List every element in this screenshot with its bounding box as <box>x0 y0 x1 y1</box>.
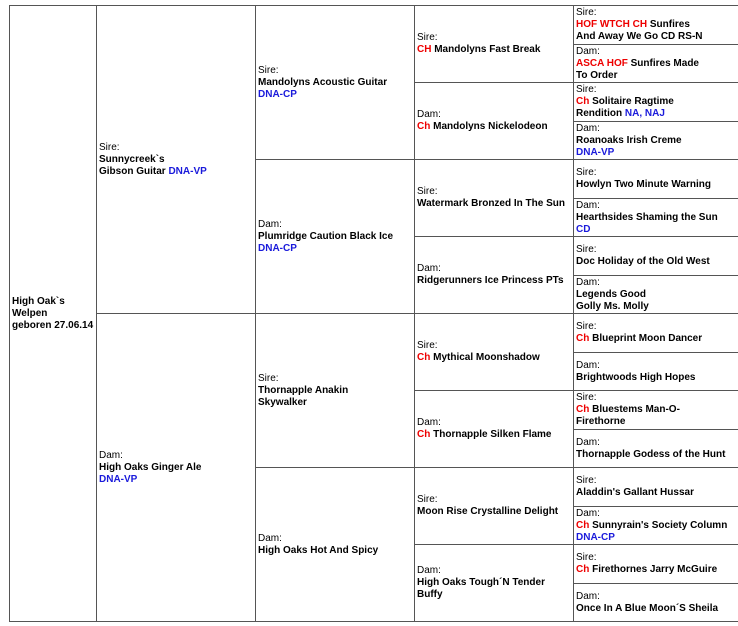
subject-line2: Welpen <box>12 307 48 319</box>
gen3-cell-1 <box>415 6 574 83</box>
role-label: Sire: <box>576 475 597 486</box>
sire-name-line1: Sunnycreek`s <box>99 153 165 165</box>
dam-sire-cell <box>256 314 415 468</box>
dna-badge: DNA-CP <box>258 242 297 254</box>
gen3-cell-6 <box>415 391 574 468</box>
role-label: Dam: <box>258 532 282 544</box>
role-label: Sire: <box>576 321 597 332</box>
ancestor-name-line2: And Away We Go CD RS-N <box>576 31 703 42</box>
ancestor-name: Mandolyns Nickelodeon <box>430 121 548 132</box>
ancestor-name: Thornapple Silken Flame <box>430 429 552 440</box>
gen4-cell-5 <box>574 160 738 199</box>
gen4-cell-11 <box>574 391 738 430</box>
ancestor-name: Brightwoods High Hopes <box>576 371 696 383</box>
ancestor-name: Doc Holiday of the Old West <box>576 256 710 267</box>
ancestor-name: Mandolyns Acoustic Guitar <box>258 76 388 88</box>
ancestor-name: Legends Good <box>576 288 646 300</box>
role-label: Dam: <box>417 263 441 274</box>
ancestor-name: Ridgerunners Ice Princess PTs <box>417 275 564 286</box>
role-label: Dam: <box>576 199 600 211</box>
ancestor-name: Sunnyrain's Society Column <box>589 519 728 531</box>
title-badge: Ch <box>576 519 590 531</box>
suffix-badge: CD <box>576 223 591 235</box>
gen3-cell-5 <box>415 314 574 391</box>
ancestor-name: Hearthsides Shaming the Sun <box>576 211 718 223</box>
role-label: Sire: <box>576 392 597 403</box>
title-badge: Ch <box>576 404 590 415</box>
role-label: Sire: <box>258 372 279 384</box>
role-label: Dam: <box>576 507 600 519</box>
ancestor-name-line2: To Order <box>576 69 618 81</box>
role-label: Sire: <box>417 340 438 351</box>
ancestor-name: Once In A Blue Moon´S Sheila <box>576 602 719 614</box>
ancestor-name: Aladdin's Gallant Hussar <box>576 487 694 498</box>
gen4-cell-7 <box>574 237 738 276</box>
ancestor-name: Roanoaks Irish Creme <box>576 134 682 146</box>
ancestor-name-line2: Skywalker <box>258 396 307 408</box>
gen4-cell-3 <box>574 83 738 122</box>
ancestor-name: High Oaks Tough´N Tender <box>417 577 545 588</box>
gen4-cell-13 <box>574 468 738 507</box>
gen4-cell-8 <box>574 276 738 314</box>
dna-badge: DNA-CP <box>576 531 615 543</box>
dam-name: High Oaks Ginger Ale <box>99 461 202 473</box>
pedigree-table <box>9 5 738 622</box>
ancestor-name-line2: Golly Ms. Molly <box>576 300 649 312</box>
gen4-cell-6 <box>574 199 738 237</box>
ancestor-name-line2: Firethorne <box>576 416 626 427</box>
role-label: Dam: <box>576 359 600 371</box>
gen4-cell-4 <box>574 122 738 160</box>
title-badge: Ch <box>417 429 431 440</box>
role-label: Sire: <box>417 32 438 43</box>
role-label: Sire: <box>417 494 438 505</box>
dna-badge: DNA-CP <box>258 88 297 100</box>
ancestor-name-line2: Buffy <box>417 589 443 600</box>
ancestor-name: Thornapple Anakin <box>258 384 349 396</box>
title-badge: CH <box>417 44 432 55</box>
role-label: Sire: <box>576 84 597 95</box>
gen3-cell-3 <box>415 160 574 237</box>
role-label: Sire: <box>576 167 597 178</box>
role-label: Dam: <box>417 109 441 120</box>
role-label: Sire: <box>258 64 279 76</box>
dam-dam-cell <box>256 468 415 622</box>
ancestor-name: Sunfires Made <box>627 57 699 69</box>
dna-badge: DNA-VP <box>576 146 615 158</box>
ancestor-name: Howlyn Two Minute Warning <box>576 179 711 190</box>
gen4-cell-1 <box>574 6 738 45</box>
role-label: Sire: <box>576 7 597 18</box>
gen4-cell-10 <box>574 353 738 391</box>
role-label: Dam: <box>576 590 600 602</box>
ancestor-name: Mandolyns Fast Break <box>431 44 541 55</box>
gen3-cell-7 <box>415 468 574 545</box>
role-label: Dam: <box>417 417 441 428</box>
ancestor-name: Blueprint Moon Dancer <box>589 333 703 344</box>
dam-cell <box>97 314 256 622</box>
role-label: Dam: <box>576 436 600 448</box>
role-label: Sire: <box>576 552 597 563</box>
ancestor-name: High Oaks Hot And Spicy <box>258 544 379 556</box>
title-badge: Ch <box>576 333 590 344</box>
sire-dam-cell <box>256 160 415 314</box>
dna-badge: DNA-VP <box>168 165 207 177</box>
gen4-cell-2 <box>574 45 738 83</box>
role-label: Dam: <box>576 45 600 57</box>
gen3-cell-2 <box>415 83 574 160</box>
ancestor-name-line2: Rendition <box>576 108 625 119</box>
role-label: Sire: <box>99 141 120 153</box>
gen4-cell-12 <box>574 430 738 468</box>
gen4-cell-9 <box>574 314 738 353</box>
subject-line1: High Oak`s <box>12 295 65 307</box>
title-badge: Ch <box>417 121 431 132</box>
title-badge: Ch <box>576 96 590 107</box>
gen4-cell-16 <box>574 584 738 622</box>
ancestor-name: Watermark Bronzed In The Sun <box>417 198 565 209</box>
title-badge: ASCA HOF <box>576 57 628 69</box>
ancestor-name: Mythical Moonshadow <box>430 352 540 363</box>
sire-sire-cell <box>256 6 415 160</box>
gen4-cell-14 <box>574 507 738 545</box>
ancestor-name: Sunfires <box>647 19 690 30</box>
ancestor-name: Bluestems Man-O- <box>589 404 680 415</box>
sire-name-line2: Gibson Guitar <box>99 165 169 177</box>
suffix-badge: NA, NAJ <box>624 108 665 119</box>
role-label: Dam: <box>99 449 123 461</box>
role-label: Dam: <box>258 218 282 230</box>
subject-line3: geboren 27.06.14 <box>12 319 94 331</box>
title-badge: Ch <box>576 564 590 575</box>
ancestor-name: Plumridge Caution Black Ice <box>258 230 394 242</box>
role-label: Sire: <box>417 186 438 197</box>
role-label: Dam: <box>576 276 600 288</box>
dna-badge: DNA-VP <box>99 473 138 485</box>
role-label: Dam: <box>417 565 441 576</box>
role-label: Dam: <box>576 122 600 134</box>
ancestor-name: Firethornes Jarry McGuire <box>589 564 718 575</box>
ancestor-name: Thornapple Godess of the Hunt <box>576 448 726 460</box>
ancestor-name: Moon Rise Crystalline Delight <box>417 506 559 517</box>
subject-cell <box>10 6 97 622</box>
gen3-cell-4 <box>415 237 574 314</box>
title-badge: Ch <box>417 352 431 363</box>
gen4-cell-15 <box>574 545 738 584</box>
sire-cell <box>97 6 256 314</box>
ancestor-name: Solitaire Ragtime <box>589 96 674 107</box>
gen3-cell-8 <box>415 545 574 622</box>
role-label: Sire: <box>576 244 597 255</box>
title-badge: HOF WTCH CH <box>576 19 648 30</box>
